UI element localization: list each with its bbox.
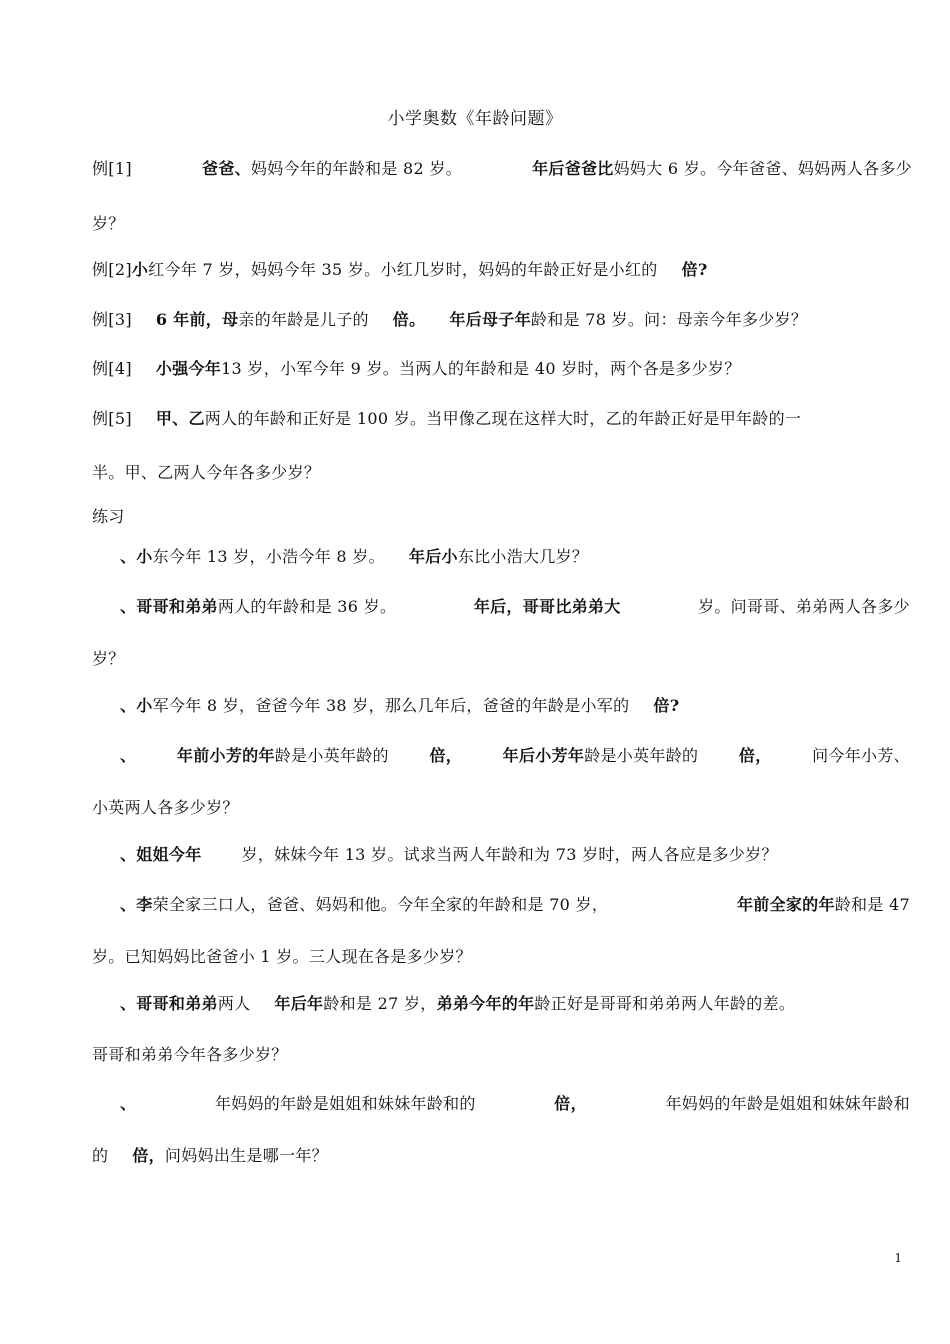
practice-7-text-3: 龄正好是哥哥和弟弟两人年龄的差。 <box>534 994 796 1013</box>
example-3-line <box>92 309 912 331</box>
practice-8-line-1 <box>120 1093 910 1115</box>
practice-8-cont-text-2: 问妈妈出生是哪一年？ <box>164 1146 328 1165</box>
practice-6-text-bold: 、李 <box>120 895 153 914</box>
example-4-line <box>92 358 912 380</box>
practice-5-text: 岁，妹妹今年 13 岁。试求当两人年龄和为 73 岁时，两人各应是多少岁？ <box>241 845 778 864</box>
example-1-text-bold: 爸爸、 <box>202 159 251 178</box>
practice-1-line <box>120 546 910 568</box>
page-number: 1 <box>894 1251 902 1265</box>
example-1-label: 例[1] <box>92 159 132 178</box>
example-3-text-bold: 6 年前，母 <box>155 310 239 329</box>
example-5-line-2: 半。甲、乙两人今年各多少岁？ <box>92 463 321 482</box>
example-5-text-bold: 甲、乙 <box>155 409 205 428</box>
example-2-text: 红今年 7 岁，妈妈今年 35 岁。小红几岁时，妈妈的年龄正好是小红的 <box>148 260 658 279</box>
practice-3-text-bold: 、小 <box>120 696 153 715</box>
example-3-text-bold-3: 年后母子年 <box>449 310 531 329</box>
practice-3-text: 军今年 8 岁，爸爸今年 38 岁，那么几年后，爸爸的年龄是小军的 <box>152 696 630 715</box>
practice-4-text-bold-2: 年前小芳的年 <box>176 746 275 765</box>
practice-7-line-2: 哥哥和弟弟今年各多少岁？ <box>92 1045 288 1064</box>
practice-6-text: 荣全家三口人，爸爸、妈妈和他。今年全家的年龄和是 70 岁， <box>152 895 609 914</box>
practice-5-text-bold: 、姐姐今年 <box>120 845 202 864</box>
practice-4-text-3: 问今年小芳、 <box>812 746 910 765</box>
practice-2-text: 两人的年龄和是 36 岁。 <box>217 597 397 616</box>
practice-8-cont-text-bold: 倍， <box>132 1146 165 1165</box>
practice-2-text-bold-2: 年后，哥哥比弟弟大 <box>473 597 621 616</box>
practice-4-text-bold-5: 倍， <box>738 746 772 765</box>
practice-6-text-bold-2: 年前全家的年 <box>736 895 835 914</box>
example-3-text-2: 龄和是 78 岁。问：母亲今年多少岁？ <box>530 310 808 329</box>
example-1-text: 妈妈今年的年龄和是 82 岁。 <box>250 159 462 178</box>
practice-4-text-bold-4: 年后小芳年 <box>502 746 585 765</box>
practice-8-text: 年妈妈的年龄是姐姐和妹妹年龄和的 <box>214 1094 476 1113</box>
practice-4-text-bold: 、 <box>120 746 137 765</box>
practice-7-text-bold: 、哥哥和弟弟 <box>120 994 218 1013</box>
example-1-line-1 <box>92 158 912 180</box>
practice-4-line-2: 小英两人各多少岁？ <box>92 798 239 817</box>
practice-7-text: 两人 <box>217 994 251 1013</box>
practice-6-line-2: 岁。已知妈妈比爸爸小 1 岁。三人现在各是多少岁？ <box>92 947 472 966</box>
practice-7-text-bold-2: 年后年 <box>274 994 324 1013</box>
practice-4-text-bold-3: 倍， <box>429 746 463 765</box>
practice-4-text: 龄是小英年龄的 <box>274 746 389 765</box>
example-5-label: 例[5] <box>92 409 132 428</box>
example-3-text: 亲的年龄是儿子的 <box>238 310 369 329</box>
page-title: 小学奥数《年龄问题》 <box>387 109 563 129</box>
practice-1-text-bold-2: 年后小 <box>408 547 458 566</box>
example-2-line <box>92 259 912 281</box>
example-3-label: 例[3] <box>92 310 132 329</box>
example-2-text-bold: 小 <box>131 260 149 279</box>
example-5-line-1 <box>92 408 912 430</box>
practice-2-text-bold: 、哥哥和弟弟 <box>120 597 218 616</box>
practice-8-text-bold-2: 倍， <box>554 1094 587 1113</box>
example-2-text-bold-2: 倍? <box>681 260 708 279</box>
practice-4-line-1 <box>120 745 910 767</box>
practice-6-line-1 <box>120 894 910 916</box>
example-1-line-2: 岁？ <box>92 214 125 233</box>
example-4-text-bold: 小强今年 <box>155 359 222 378</box>
example-3-text-bold-2: 倍。 <box>392 310 426 329</box>
practice-8-line-2 <box>92 1145 912 1167</box>
practice-1-text: 东今年 13 岁，小浩今年 8 岁。 <box>152 547 385 566</box>
example-2-label: 例[2] <box>92 260 132 279</box>
practice-8-text-2: 年妈妈的年龄是姐姐和妹妹年龄和 <box>665 1094 910 1113</box>
practice-7-line-1 <box>120 993 910 1015</box>
example-4-label: 例[4] <box>92 359 132 378</box>
practice-1-text-bold: 、小 <box>120 547 153 566</box>
example-1-text-2: 妈妈大 6 岁。今年爸爸、妈妈两人各多少 <box>613 159 912 178</box>
practice-2-text-2: 岁。问哥哥、弟弟两人各多少 <box>698 597 910 616</box>
practice-2-line-2: 岁？ <box>92 649 125 668</box>
example-4-text: 13 岁，小军今年 9 岁。当两人的年龄和是 40 岁时，两个各是多少岁？ <box>221 359 741 378</box>
example-5-text: 两人的年龄和正好是 100 岁。当甲像乙现在这样大时，乙的年龄正好是甲年龄的一 <box>204 409 802 428</box>
practice-3-text-bold-2: 倍? <box>653 696 680 715</box>
practice-7-text-bold-3: 弟弟今年的年 <box>436 994 535 1013</box>
practice-1-text-2: 东比小浩大几岁？ <box>457 547 589 566</box>
practice-8-text-bold: 、 <box>120 1094 137 1113</box>
practice-heading: 练习 <box>92 507 125 526</box>
practice-5-line <box>120 844 910 866</box>
practice-2-line-1 <box>120 596 910 618</box>
example-1-text-bold-2: 年后爸爸比 <box>532 159 614 178</box>
practice-4-text-2: 龄是小英年龄的 <box>584 746 699 765</box>
practice-6-text-2: 龄和是 47 <box>834 895 910 914</box>
practice-7-text-2: 龄和是 27 岁， <box>323 994 437 1013</box>
practice-8-cont-text: 的 <box>92 1146 109 1165</box>
practice-3-line <box>120 695 910 717</box>
